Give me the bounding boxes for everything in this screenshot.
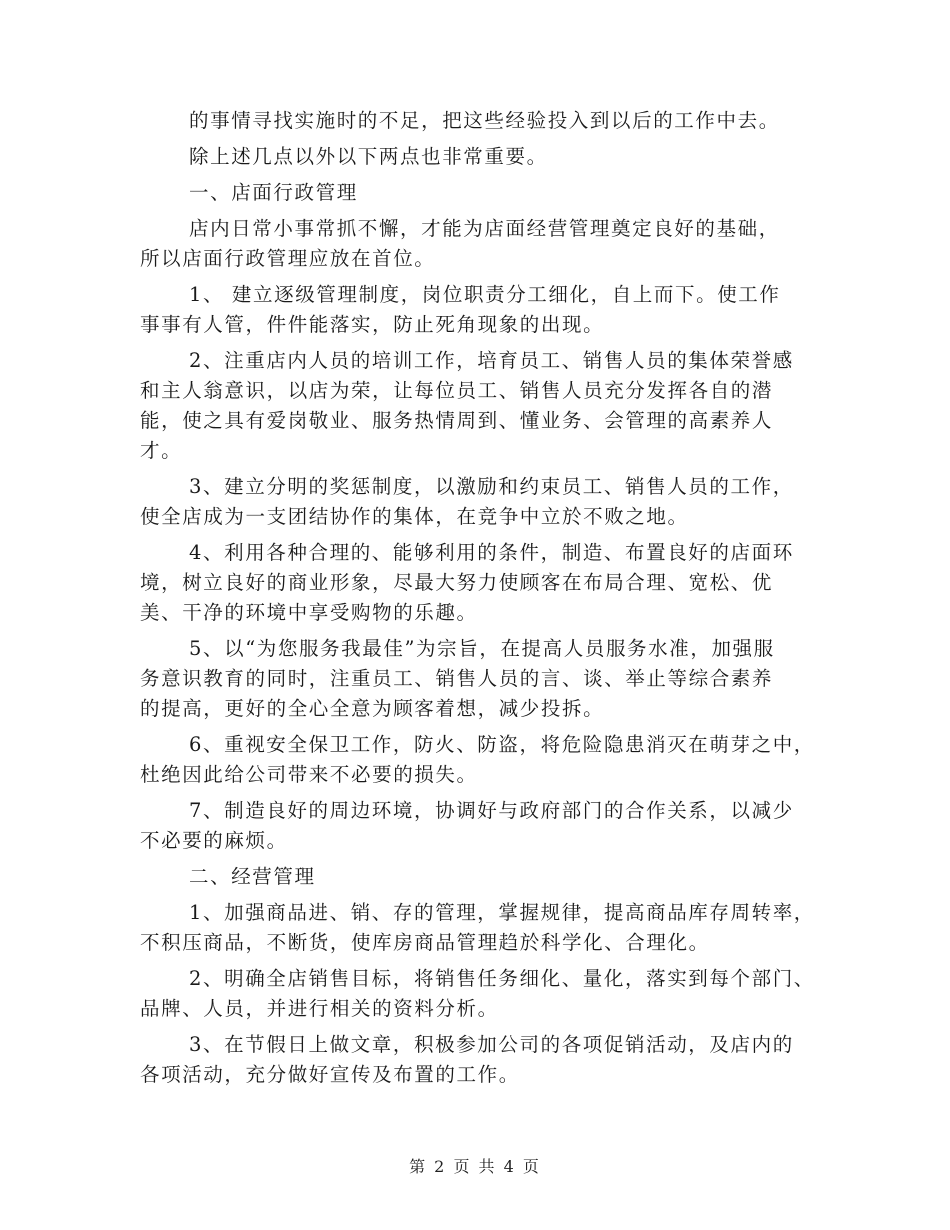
text-line: 和主人翁意识，以店为荣，让每位员工、销售人员充分发挥各自的潜 [140, 379, 774, 402]
text-line: 品牌、人员，并进行相关的资料分析。 [140, 997, 499, 1020]
text-line: 店内日常小事常抓不懈，才能为店面经营管理奠定良好的基础， [189, 217, 780, 240]
list-item-ops-3 [140, 1030, 820, 1090]
text-line: 的提高，更好的全心全意为顾客着想，减少投拆。 [140, 697, 605, 720]
text-line: 除上述几点以外以下两点也非常重要。 [189, 145, 548, 168]
list-item-ops-2 [140, 964, 820, 1024]
list-item-admin-1 [140, 280, 820, 340]
text-line: 事事有人管，件件能落实，防止死角现象的出现。 [140, 313, 605, 336]
text-line: 1、 建立逐级管理制度，岗位职责分工细化，自上而下。使工作 [189, 283, 781, 306]
text-line: 不积压商品，不断货，使库房商品管理趋於科学化、合理化。 [140, 931, 710, 954]
heading-text: 二、经营管理 [189, 865, 316, 888]
text-line: 4、利用各种合理的、能够利用的条件，制造、布置良好的店面环 [189, 541, 794, 564]
list-item-admin-2 [140, 346, 820, 466]
text-line: 美、干净的环境中享受购物的乐趣。 [140, 601, 478, 624]
paragraph-admin-intro [140, 214, 820, 274]
heading-text: 一、店面行政管理 [189, 181, 358, 204]
text-line: 能，使之具有爱岗敬业、服务热情周到、懂业务、会管理的高素养人 [140, 409, 774, 432]
text-line: 2、明确全店销售目标，将销售任务细化、量化，落实到每个部门、 [189, 967, 815, 990]
text-line: 7、制造良好的周边环境，协调好与政府部门的合作关系，以减少 [189, 799, 794, 822]
text-line: 1、加强商品进、销、存的管理，掌握规律，提高商品库存周转率， [189, 901, 815, 924]
list-item-ops-1 [140, 898, 820, 958]
text-line: 2、注重店内人员的培训工作，培育员工、销售人员的集体荣誉感 [189, 349, 794, 372]
text-line: 的事情寻找实施时的不足，把这些经验投入到以后的工作中去。 [189, 109, 780, 132]
text-line: 3、在节假日上做文章，积极参加公司的各项促销活动，及店内的 [189, 1033, 794, 1056]
text-line: 所以店面行政管理应放在首位。 [140, 247, 436, 270]
text-line: 5、以“为您服务我最佳”为宗旨，在提高人员服务水准，加强服 [189, 637, 775, 660]
text-line: 杜绝因此给公司带来不必要的损失。 [140, 763, 478, 786]
text-line: 各项活动，充分做好宣传及布置的工作。 [140, 1063, 520, 1086]
text-line: 不必要的麻烦。 [140, 829, 288, 852]
text-line: 6、重视安全保卫工作，防火、防盗，将危险隐患消灭在萌芽之中， [189, 733, 815, 756]
list-item-admin-4 [140, 538, 820, 628]
text-line: 境，树立良好的商业形象，尽最大努力使顾客在布局合理、宽松、优 [140, 571, 774, 594]
section-heading-operations [140, 862, 820, 892]
paragraph-intro [140, 142, 820, 172]
list-item-admin-5 [140, 634, 820, 724]
document-body [140, 106, 820, 1090]
list-item-admin-6 [140, 730, 820, 790]
section-heading-admin [140, 178, 820, 208]
paragraph-continuation [140, 106, 820, 136]
text-line: 使全店成为一支团结协作的集体，在竞争中立於不败之地。 [140, 505, 689, 528]
text-line: 3、建立分明的奖惩制度，以激励和约束员工、销售人员的工作， [189, 475, 794, 498]
text-line: 务意识教育的同时，注重员工、销售人员的言、谈、举止等综合素养 [140, 667, 774, 690]
page-number-footer: 第 2 页 共 4 页 [409, 1157, 541, 1176]
list-item-admin-3 [140, 472, 820, 532]
text-line: 才。 [140, 439, 183, 462]
list-item-admin-7 [140, 796, 820, 856]
